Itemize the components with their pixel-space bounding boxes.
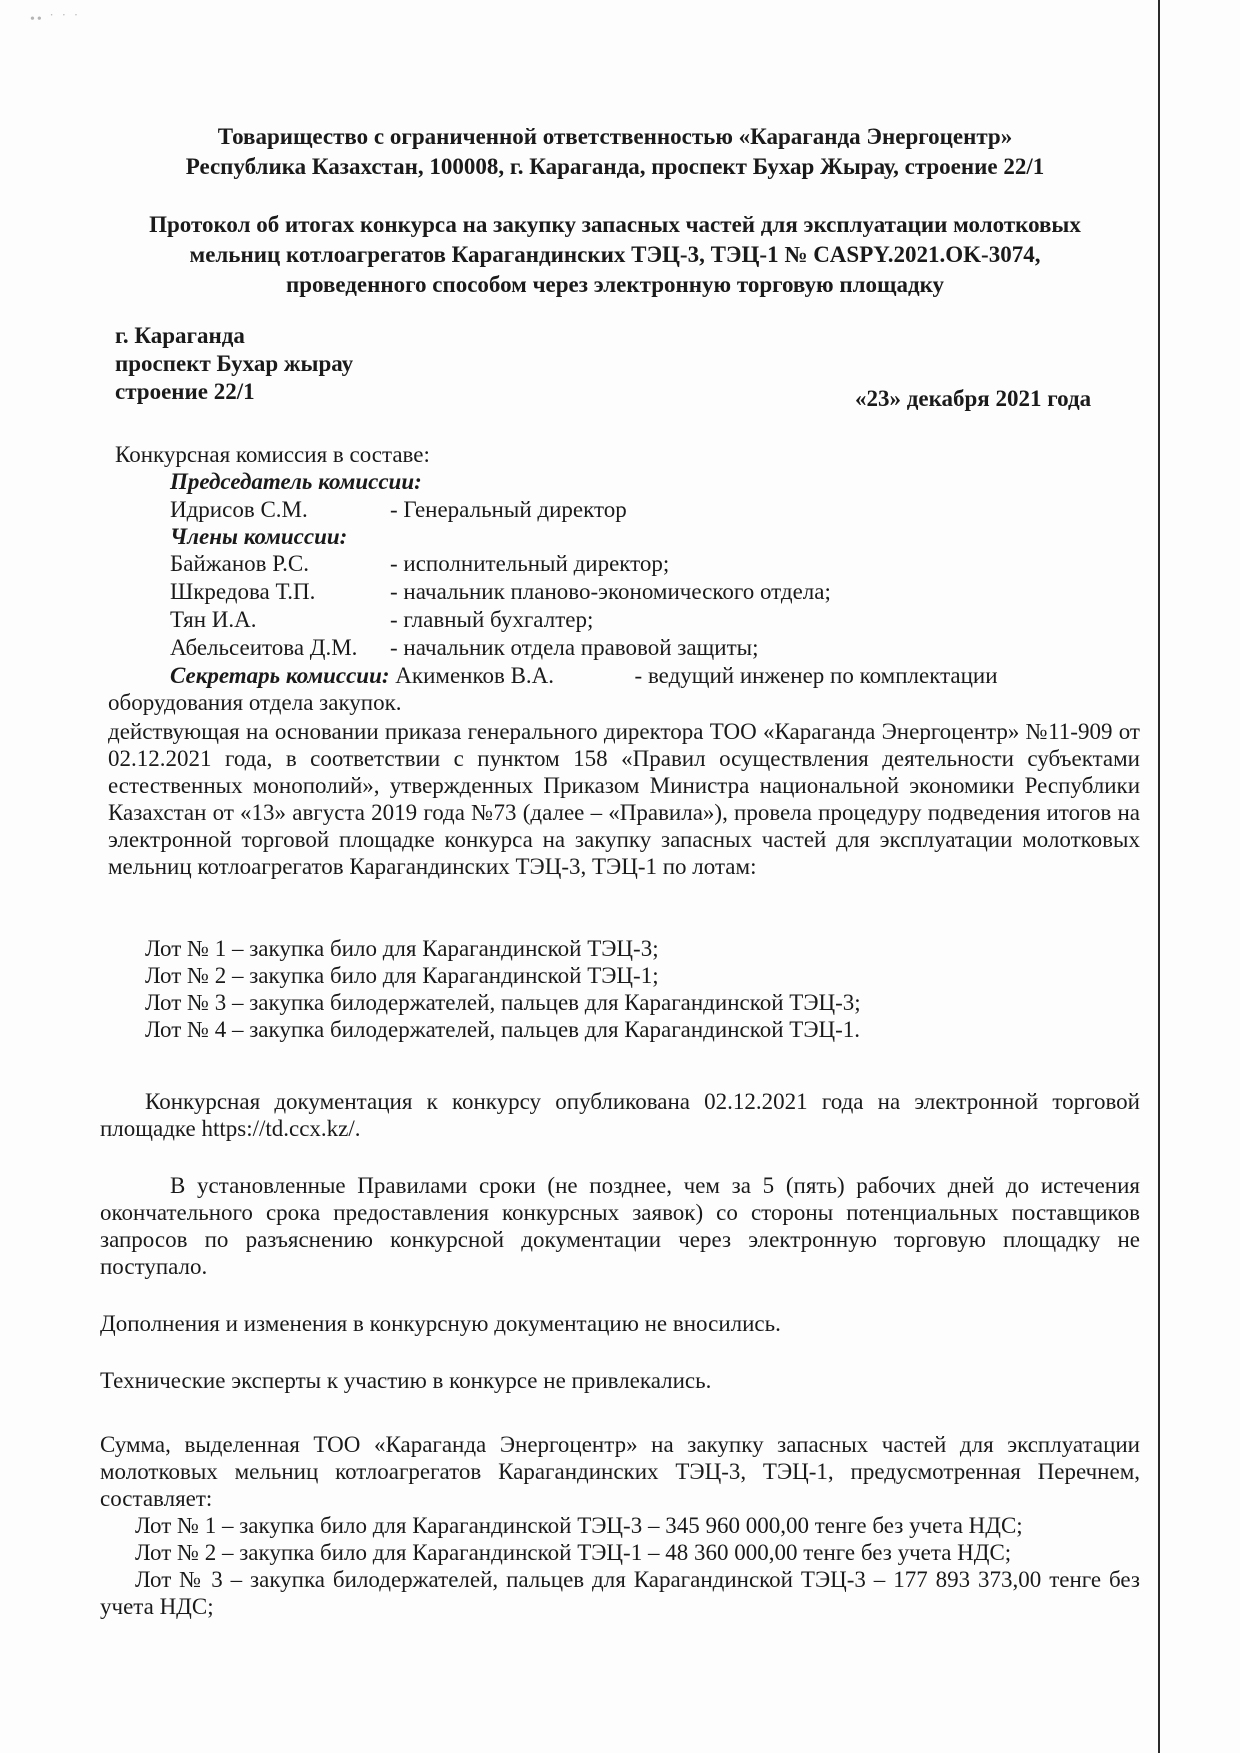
basis-paragraph: действующая на основании приказа генерального директора ТОО «Караганда Энергоцентр» №11-909 от 02.12.2021 года, в соответствии с пунктом 158 «Правил осуществления деятельности субъектами естественных монополий», утвержденных Приказом Министра национальной экономики Республики Казахстан от «13» августа 2019 года №73 (далее – «Правила»), провела процедуру подведения итогов на электронной торговой площадке конкурса на закупку запасных частей для эксплуатации молотковых мельниц котлоагрегатов Карагандинских ТЭЦ-3, ТЭЦ-1 по лотам: bbox=[108, 719, 1140, 879]
chair-role: - Генеральный директор bbox=[390, 497, 627, 522]
protocol-title-line-3: проведенного способом через электронную торговую площадку bbox=[285, 272, 945, 297]
chair-row bbox=[170, 496, 970, 523]
sum-lot-item: Лот № 1 – закупка било для Карагандинской ТЭЦ-3 – 345 960 000,00 тенге без учета НДС; bbox=[135, 1513, 1023, 1538]
member-row bbox=[170, 578, 970, 605]
requests-paragraph: В установленные Правилами сроки (не позднее, чем за 5 (пять) рабочих дней до истечения окончательного срока предоставления конкурсных заявок) со стороны потенциальных поставщиков запросов по разъяснению конкурсной документации через электронную торговую площадку не поступало. bbox=[100, 1173, 1140, 1279]
lot-item: Лот № 1 – закупка било для Карагандинской ТЭЦ-3; bbox=[145, 936, 659, 961]
chair-name: Идрисов С.М. bbox=[170, 497, 308, 522]
amendments-paragraph: Дополнения и изменения в конкурсную документацию не вносились. bbox=[100, 1311, 781, 1336]
member-role: - начальник отдела правовой защиты; bbox=[390, 635, 759, 660]
published-paragraph: Конкурсная документация к конкурсу опубликована 02.12.2021 года на электронной торговой площадке https://td.ccx.kz/. bbox=[100, 1089, 1140, 1141]
lot-item: Лот № 2 – закупка било для Карагандинской ТЭЦ-1; bbox=[145, 963, 659, 988]
member-name: Шкредова Т.П. bbox=[170, 579, 316, 604]
protocol-date: «23» декабря 2021 года bbox=[855, 386, 1092, 411]
scan-edge-line bbox=[1158, 0, 1160, 1753]
scan-corner-mark: •• ˙ ˙ ˙ bbox=[30, 12, 81, 27]
organization-name: Товарищество с ограниченной ответственностью «Караганда Энергоцентр» bbox=[217, 124, 1013, 149]
member-row bbox=[170, 634, 970, 661]
protocol-title bbox=[80, 210, 1150, 300]
experts-paragraph: Технические эксперты к участию в конкурсе не привлекались. bbox=[100, 1368, 712, 1393]
chair-heading: Председатель комиссии: bbox=[170, 469, 422, 494]
secretary-text-cont: оборудования отдела закупок. bbox=[108, 690, 402, 715]
member-role: - главный бухгалтер; bbox=[390, 607, 594, 632]
protocol-title-line-1: Протокол об итогах конкурса на закупку запасных частей для эксплуатации молотковых bbox=[149, 212, 1081, 237]
lot-item: Лот № 3 – закупка билодержателей, пальцев для Карагандинской ТЭЦ-3; bbox=[145, 990, 861, 1015]
commission-intro: Конкурсная комиссия в составе: bbox=[115, 442, 430, 467]
sum-lot-item: Лот № 2 – закупка било для Карагандинской ТЭЦ-1 – 48 360 000,00 тенге без учета НДС; bbox=[135, 1540, 1012, 1565]
place-city: г. Караганда bbox=[115, 323, 245, 348]
member-name: Байжанов Р.С. bbox=[170, 551, 309, 576]
protocol-title-line-2: мельниц котлоагрегатов Карагандинских ТЭЦ-3, ТЭЦ-1 № CASPY.2021.OK-3074, bbox=[189, 242, 1041, 267]
sum-paragraph: Сумма, выделенная ТОО «Караганда Энергоцентр» на закупку запасных частей для эксплуатации молотковых мельниц котлоагрегатов Карагандинских ТЭЦ-3, ТЭЦ-1, предусмотренная Перечнем, составляет: bbox=[100, 1432, 1140, 1511]
place-block bbox=[115, 322, 353, 406]
members-list bbox=[170, 550, 970, 661]
member-name: Тян И.А. bbox=[170, 607, 257, 632]
place-street: проспект Бухар жырау bbox=[115, 351, 354, 376]
sum-lots-list bbox=[135, 1512, 1023, 1566]
member-row bbox=[170, 550, 970, 577]
secretary-heading: Секретарь комиссии: bbox=[170, 663, 390, 688]
secretary-text: Акименков В.А. - ведущий инженер по комплектации bbox=[395, 663, 998, 688]
member-row bbox=[170, 606, 970, 633]
place-building: строение 22/1 bbox=[115, 379, 255, 404]
members-heading: Члены комиссии: bbox=[170, 524, 348, 549]
member-role: - начальник планово-экономического отдела; bbox=[390, 579, 831, 604]
secretary-row bbox=[170, 662, 1140, 689]
lots-list bbox=[145, 935, 861, 1043]
lot-item: Лот № 4 – закупка билодержателей, пальцев для Карагандинской ТЭЦ-1. bbox=[145, 1017, 861, 1042]
member-name: Абельсеитова Д.М. bbox=[170, 635, 358, 660]
member-role: - исполнительный директор; bbox=[390, 551, 670, 576]
organization-address: Республика Казахстан, 100008, г. Караганда, проспект Бухар Жырау, строение 22/1 bbox=[185, 154, 1045, 179]
organization-header bbox=[80, 122, 1150, 182]
sum-lot-3: Лот № 3 – закупка билодержателей, пальцев для Карагандинской ТЭЦ-3 – 177 893 373,00 тенге без учета НДС; bbox=[100, 1567, 1140, 1619]
